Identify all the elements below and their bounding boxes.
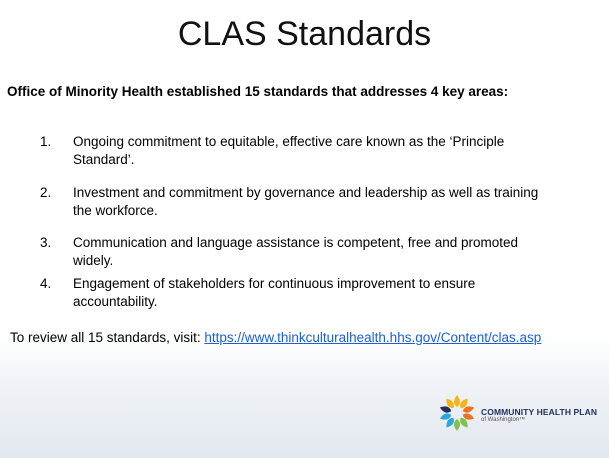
list-item-number: 2. [40,185,52,200]
logo-name: COMMUNITY HEALTH PLAN [481,407,598,417]
list-item-line: Standard’. [73,152,135,167]
list-item-number: 1. [40,134,52,149]
list-item-text [73,234,593,270]
list-item-text [73,184,593,220]
list-item-number: 3. [40,235,52,250]
list-item-text [73,133,593,169]
list-item-line: Investment and commitment by governance and leadership as well as training [73,185,539,200]
review-prefix: To review all 15 standards, visit: [10,330,205,345]
slide-title: CLAS Standards [177,15,432,53]
list-item-line: widely. [73,253,114,268]
list-item-line: Communication and language assistance is competent, free and promoted [73,235,519,250]
list-item-line: Engagement of stakeholders for continuous improvement to ensure [73,276,476,291]
ray-group-yellow [439,395,475,431]
chpw-logo [437,393,602,437]
list-item-text [73,275,593,311]
list-item-line: the workforce. [73,203,158,218]
slide-subtitle: Office of Minority Health established 15 standards that addresses 4 key areas: [7,84,509,99]
clas-standards-link[interactable]: https://www.thinkculturalhealth.hhs.gov/Content/clas.asp [204,330,542,345]
sunburst-logo-icon [437,393,477,433]
logo-subtitle: of Washington™ [481,417,526,423]
review-line [10,329,541,347]
list-item-line: Ongoing commitment to equitable, effective care known as the ‘Principle [73,134,505,149]
list-item-number: 4. [40,276,52,291]
list-item-line: accountability. [73,294,158,309]
